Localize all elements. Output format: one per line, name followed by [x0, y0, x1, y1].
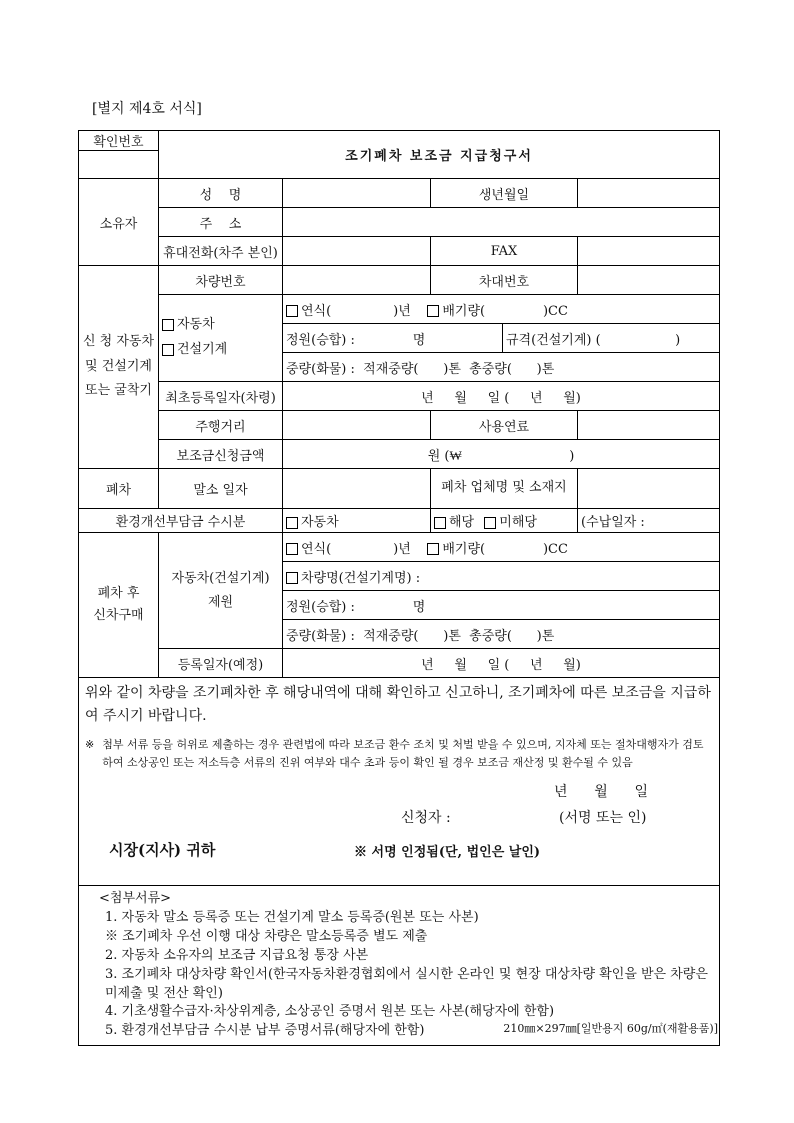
year-checkbox[interactable] [286, 305, 298, 317]
notice [79, 732, 719, 775]
type-car-option[interactable]: 자동차 [162, 313, 279, 338]
plate-field[interactable] [283, 266, 431, 295]
name-label: 성 명 [159, 179, 283, 208]
first-reg-label: 최초등록일자(차령) [159, 382, 283, 411]
env-car-checkbox[interactable] [286, 517, 298, 529]
scrap-date-field[interactable] [283, 469, 431, 509]
type-car-checkbox[interactable] [162, 319, 174, 331]
scrap-date-label: 말소 일자 [159, 469, 283, 509]
check-number-label: 확인번호 [79, 131, 159, 151]
phone-label: 휴대전화(차주 본인) [159, 237, 283, 266]
birth-label: 생년월일 [431, 179, 578, 208]
scrap-company-field[interactable] [578, 469, 720, 509]
fuel-field[interactable] [578, 411, 720, 440]
claim-form [78, 130, 719, 1046]
fax-label: FAX [431, 237, 578, 266]
fuel-label: 사용연료 [431, 411, 578, 440]
attachment-item: 2. 자동차 소유자의 보조금 지급요청 통장 사본 [105, 947, 369, 963]
address-field[interactable] [283, 208, 720, 237]
attachment-item: 3. 조기폐차 대상차량 확인서(한국자동차환경협회에서 실시한 온라인 및 현장 대상차량 확인을 받은 차량은 미제출 및 전산 확인) [105, 966, 708, 1001]
scrap-company-label: 폐차 업체명 및 소재지 [431, 469, 578, 509]
vehicle-type-group [159, 295, 283, 382]
notice-text: 첨부 서류 등을 허위로 제출하는 경우 관련법에 따라 보조금 환수 조치 및 처벌 받을 수 있으며, 지자체 또는 절차대행자가 검토하여 소상공인 또는 저소득층 서류의 진위 여부와 대수 초과 등이 확인 될 경우 보조금 재산정 및 환수될 수 있음 [102, 738, 704, 769]
amount-field[interactable]: 원 (₩ ) [283, 440, 720, 469]
form-table [78, 130, 720, 1046]
date-line[interactable]: 년 월 일 [554, 784, 648, 801]
mileage-label: 주행거리 [159, 411, 283, 440]
vehicle-spec-field[interactable]: 규격(건설기계) ( ) [503, 324, 720, 353]
attachments-header: <첨부서류> [99, 891, 172, 907]
new-displacement-checkbox[interactable] [427, 543, 439, 555]
type-machine-option[interactable]: 건설기계 [162, 338, 279, 363]
address-label: 주 소 [159, 208, 283, 237]
type-machine-checkbox[interactable] [162, 344, 174, 356]
vehicle-weight-field[interactable]: 중량(화물) : 적재중량( )톤 총중량( )톤 [283, 353, 720, 382]
owner-section-label: 소유자 [79, 179, 159, 266]
vehicle-year-displacement[interactable]: 연식( )년 배기량( )CC [283, 295, 720, 324]
scrap-section-label: 폐차 [79, 469, 159, 509]
applicant-label: 신청자 : [401, 810, 451, 827]
env-car-option[interactable]: 자동차 [283, 509, 431, 533]
vehicle-section-label: 신 청 자동차 및 건설기계 또는 굴착기 [79, 266, 159, 469]
new-year-displacement[interactable]: 연식( )년 배기량( )CC [283, 533, 720, 562]
name-field[interactable] [283, 179, 431, 208]
signature-area [79, 775, 719, 885]
recipient: 시장(지사) 귀하 [109, 841, 216, 860]
form-title: 조기폐차 보조금 지급청구서 [159, 131, 720, 179]
env-applicable-options[interactable]: 해당 미해당 [431, 509, 578, 533]
birth-field[interactable] [578, 179, 720, 208]
new-capacity-field[interactable]: 정원(승합) : 명 [283, 591, 720, 620]
attachment-item: 4. 기초생활수급자·차상위계층, 소상공인 증명서 원본 또는 사본(해당자에 한함) [105, 1004, 555, 1020]
new-reg-label: 등록일자(예정) [159, 649, 283, 678]
new-car-section-label: 폐차 후 신차구매 [79, 533, 159, 678]
new-weight-field[interactable]: 중량(화물) : 적재중량( )톤 총중량( )톤 [283, 620, 720, 649]
seal-note: ※ 서명 인정됨(단, 법인은 날인) [354, 845, 541, 861]
new-reg-field[interactable]: 년 월 일 ( 년 월) [283, 649, 720, 678]
amount-label: 보조금신청금액 [159, 440, 283, 469]
fax-field[interactable] [578, 237, 720, 266]
sign-label[interactable]: (서명 또는 인) [559, 810, 647, 827]
chassis-field[interactable] [578, 266, 720, 295]
displacement-checkbox[interactable] [427, 305, 439, 317]
plate-label: 차량번호 [159, 266, 283, 295]
env-yes-checkbox[interactable] [434, 517, 446, 529]
new-model-field[interactable]: 차량명(건설기계명) : [283, 562, 720, 591]
check-number-field[interactable] [79, 151, 159, 179]
form-number-label: [별지 제4호 서식] [92, 101, 202, 117]
attachment-item: 5. 환경개선부담금 수시분 납부 증명서류(해당자에 한함) [105, 1023, 425, 1039]
new-car-spec-label: 자동차(건설기계) 제원 [159, 533, 283, 649]
new-year-checkbox[interactable] [286, 543, 298, 555]
env-charge-label: 환경개선부담금 수시분 [79, 509, 283, 533]
env-paid-date[interactable]: (수납일자 : [578, 509, 720, 533]
first-reg-field[interactable]: 년 월 일 ( 년 월) [283, 382, 720, 411]
attachment-item: ※ 조기폐차 우선 이행 대상 차량은 말소등록증 별도 제출 [105, 929, 428, 945]
env-no-checkbox[interactable] [484, 517, 496, 529]
phone-field[interactable] [283, 237, 431, 266]
paper-spec-footer: 210㎜×297㎜[일반용지 60g/㎡(재활용품)] [503, 1022, 718, 1035]
chassis-label: 차대번호 [431, 266, 578, 295]
declaration-text: 위와 같이 차량을 조기폐차한 후 해당내역에 대해 확인하고 신고하니, 조기폐차에 따른 보조금을 지급하여 주시기 바랍니다. [85, 685, 711, 725]
notice-mark: ※ [85, 738, 95, 752]
new-model-checkbox[interactable] [286, 572, 298, 584]
mileage-field[interactable] [283, 411, 431, 440]
vehicle-capacity-field[interactable]: 정원(승합) : 명 [283, 324, 503, 353]
attachment-item: 1. 자동차 말소 등록증 또는 건설기계 말소 등록증(원본 또는 사본) [105, 910, 479, 926]
